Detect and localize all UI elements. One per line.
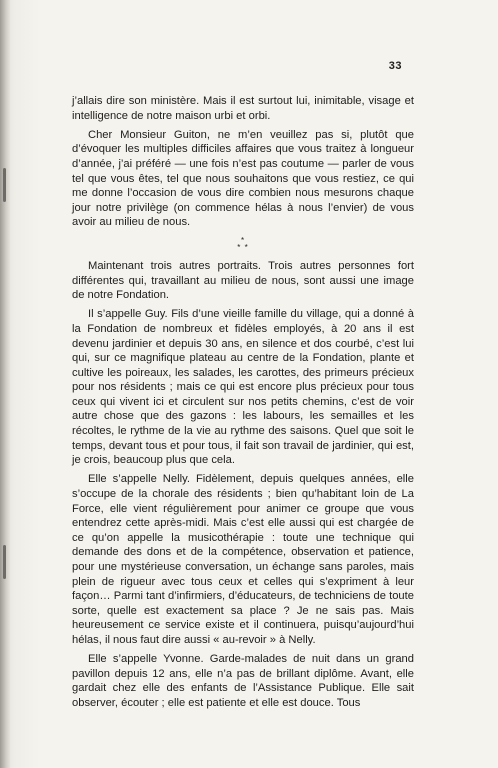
paragraph: Elle s’appelle Yvonne. Garde-malades de nuit dans un grand pavillon depuis 12 ans, elle n’a pas de brillant diplôme. Avant, elle gardait chez elle des enfants de l’Assistance Publique. Elle sait observer, écouter ; elle est patiente et elle est douce. Tous <box>72 653 414 709</box>
separator-star-top: * <box>240 235 246 245</box>
staple-top <box>3 168 6 202</box>
paragraph: Cher Monsieur Guiton, ne m’en veuillez pas si, plutôt que d’évoquer les multiples difficiles affaires que vous traitez à longueur d’année, j’ai préféré — une fois n’est pas coutume — parler de vous tel que vous êtes, tel que nous souhaitons que vous restiez, ce qui me donne l’occasion de vous dire combien nous mesurons chaque jour notre privilège (on commence hélas à nous l’envier) de vous avoir au milieu de nous. <box>72 128 414 229</box>
page-binding <box>0 0 10 768</box>
page-number: 33 <box>388 60 402 72</box>
separator-stars-bottom: * * <box>237 242 249 252</box>
paragraph: Maintenant trois autres portraits. Trois autres personnes fort différentes qui, travaillant au milieu de nous, sont aussi une image de notre Fondation. <box>72 259 414 302</box>
body-text <box>72 94 414 715</box>
section-separator <box>72 237 414 251</box>
paragraph: j’allais dire son ministère. Mais il est surtout lui, inimitable, visage et intelligence de notre maison urbi et orbi. <box>72 95 414 122</box>
paragraph: Elle s’appelle Nelly. Fidèlement, depuis quelques années, elle s’occupe de la chorale des résidents ; bien qu’habitant loin de La Force, elle vient régulièrement pour animer ce groupe que vous entendrez cette après-midi. Mais c’est elle aussi qui est chargée de ce qu’on appelle la musicothérapie : toute une technique qui demande des dons et de la compétence, observation et patience, pour une mystérieuse conversation, un échange sans paroles, mais plein de rigueur avec tous ceux et celles qui s’expriment à leur façon… Parmi tant d’infirmiers, d’éducateurs, de techniciens de toute sorte, quelle est exactement sa place ? Je ne sais pas. Mais heureusement ce service existe et il continuera, puisqu’aujourd’hui hélas, il nous faut dire aussi « au-revoir » à Nelly. <box>72 473 414 646</box>
paragraph: Il s’appelle Guy. Fils d’une vieille famille du village, qui a donné à la Fondation de nombreux et fidèles employés, à 20 ans il est devenu jardinier et depuis 30 ans, en silence et dos courbé, c’est lui qui, sur ce magnifique plateau au centre de la Fondation, plante et cultive les poireaux, les salades, les carottes, des primeurs précieux pour nos résidents ; mais ce qui est encore plus précieux pour tous ceux qui vivent ici et circulent sur nos petits chemins, c’est de voir autre chose que des gazons : les labours, les semailles et les récoltes, le rythme de la vie au rythme des saisons. Quel que soit le temps, devant tous et pour tous, il fait son travail de jardinier, qui est, je crois, beaucoup plus que cela. <box>72 308 414 467</box>
staple-bottom <box>3 545 6 579</box>
